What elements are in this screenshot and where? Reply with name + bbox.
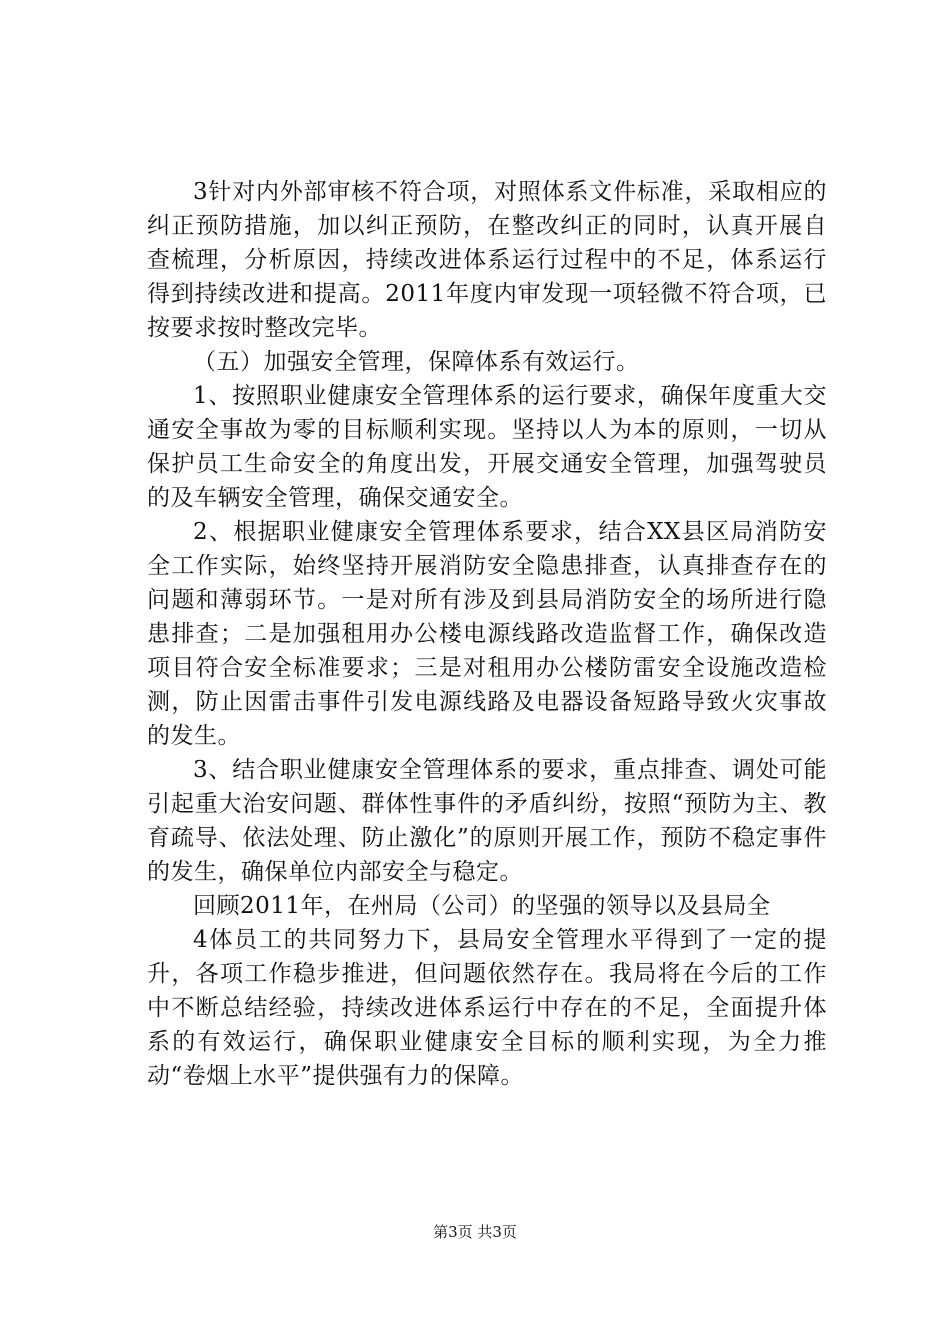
paragraph-fire-safety: 2、根据职业健康安全管理体系要求，结合XX县区局消防安全工作实际，始终坚持开展消防安全隐患排查，认真排查存在的问题和薄弱环节。一是对所有涉及到县局消防安全的场所进行隐患排查；二是加强租用办公楼电源线路改造监督工作，确保改造项目符合安全标准要求；三是对租用办公楼防雷安全设施改造检测，防止因雷击事件引发电源线路及电器设备短路导致火灾事故的发生。 xyxy=(147,519,827,749)
section-heading-safety-management: （五）加强安全管理，保障体系有效运行。 xyxy=(193,349,640,375)
paragraph-conclusion: 4体员工的共同努力下，县局安全管理水平得到了一定的提升，各项工作稳步推进，但问题依然存在。我局将在今后的工作中不断总结经验，持续改进体系运行中存在的不足，全面提升体系的有效运行，确保职业健康安全目标的顺利实现，为全力推动“卷烟上水平”提供强有力的保障。 xyxy=(147,927,827,1089)
paragraph-public-security: 3、结合职业健康安全管理体系的要求，重点排查、调处可能引起重大治安问题、群体性事件的矛盾纠纷，按照“预防为主、教育疏导、依法处理、防止激化”的原则开展工作，预防不稳定事件的发生，确保单位内部安全与稳定。 xyxy=(147,757,827,885)
paragraph-review-intro: 回顾2011年，在州局（公司）的坚强的领导以及县局全 xyxy=(193,893,771,919)
page-footer: 第3页 共3页 xyxy=(433,1223,517,1241)
paragraph-corrective-actions: 3针对内外部审核不符合项，对照体系文件标准，采取相应的纠正预防措施，加以纠正预防，在整改纠正的同时，认真开展自查梳理，分析原因，持续改进体系运行过程中的不足，体系运行得到持续改进和提高。2011年度内审发现一项轻微不符合项，已按要求按时整改完毕。 xyxy=(147,179,827,341)
paragraph-traffic-safety: 1、按照职业健康安全管理体系的运行要求，确保年度重大交通安全事故为零的目标顺利实现。坚持以人为本的原则，一切从保护员工生命安全的角度出发，开展交通安全管理，加强驾驶员的及车辆安全管理，确保交通安全。 xyxy=(147,383,827,511)
document-body xyxy=(147,175,827,1093)
